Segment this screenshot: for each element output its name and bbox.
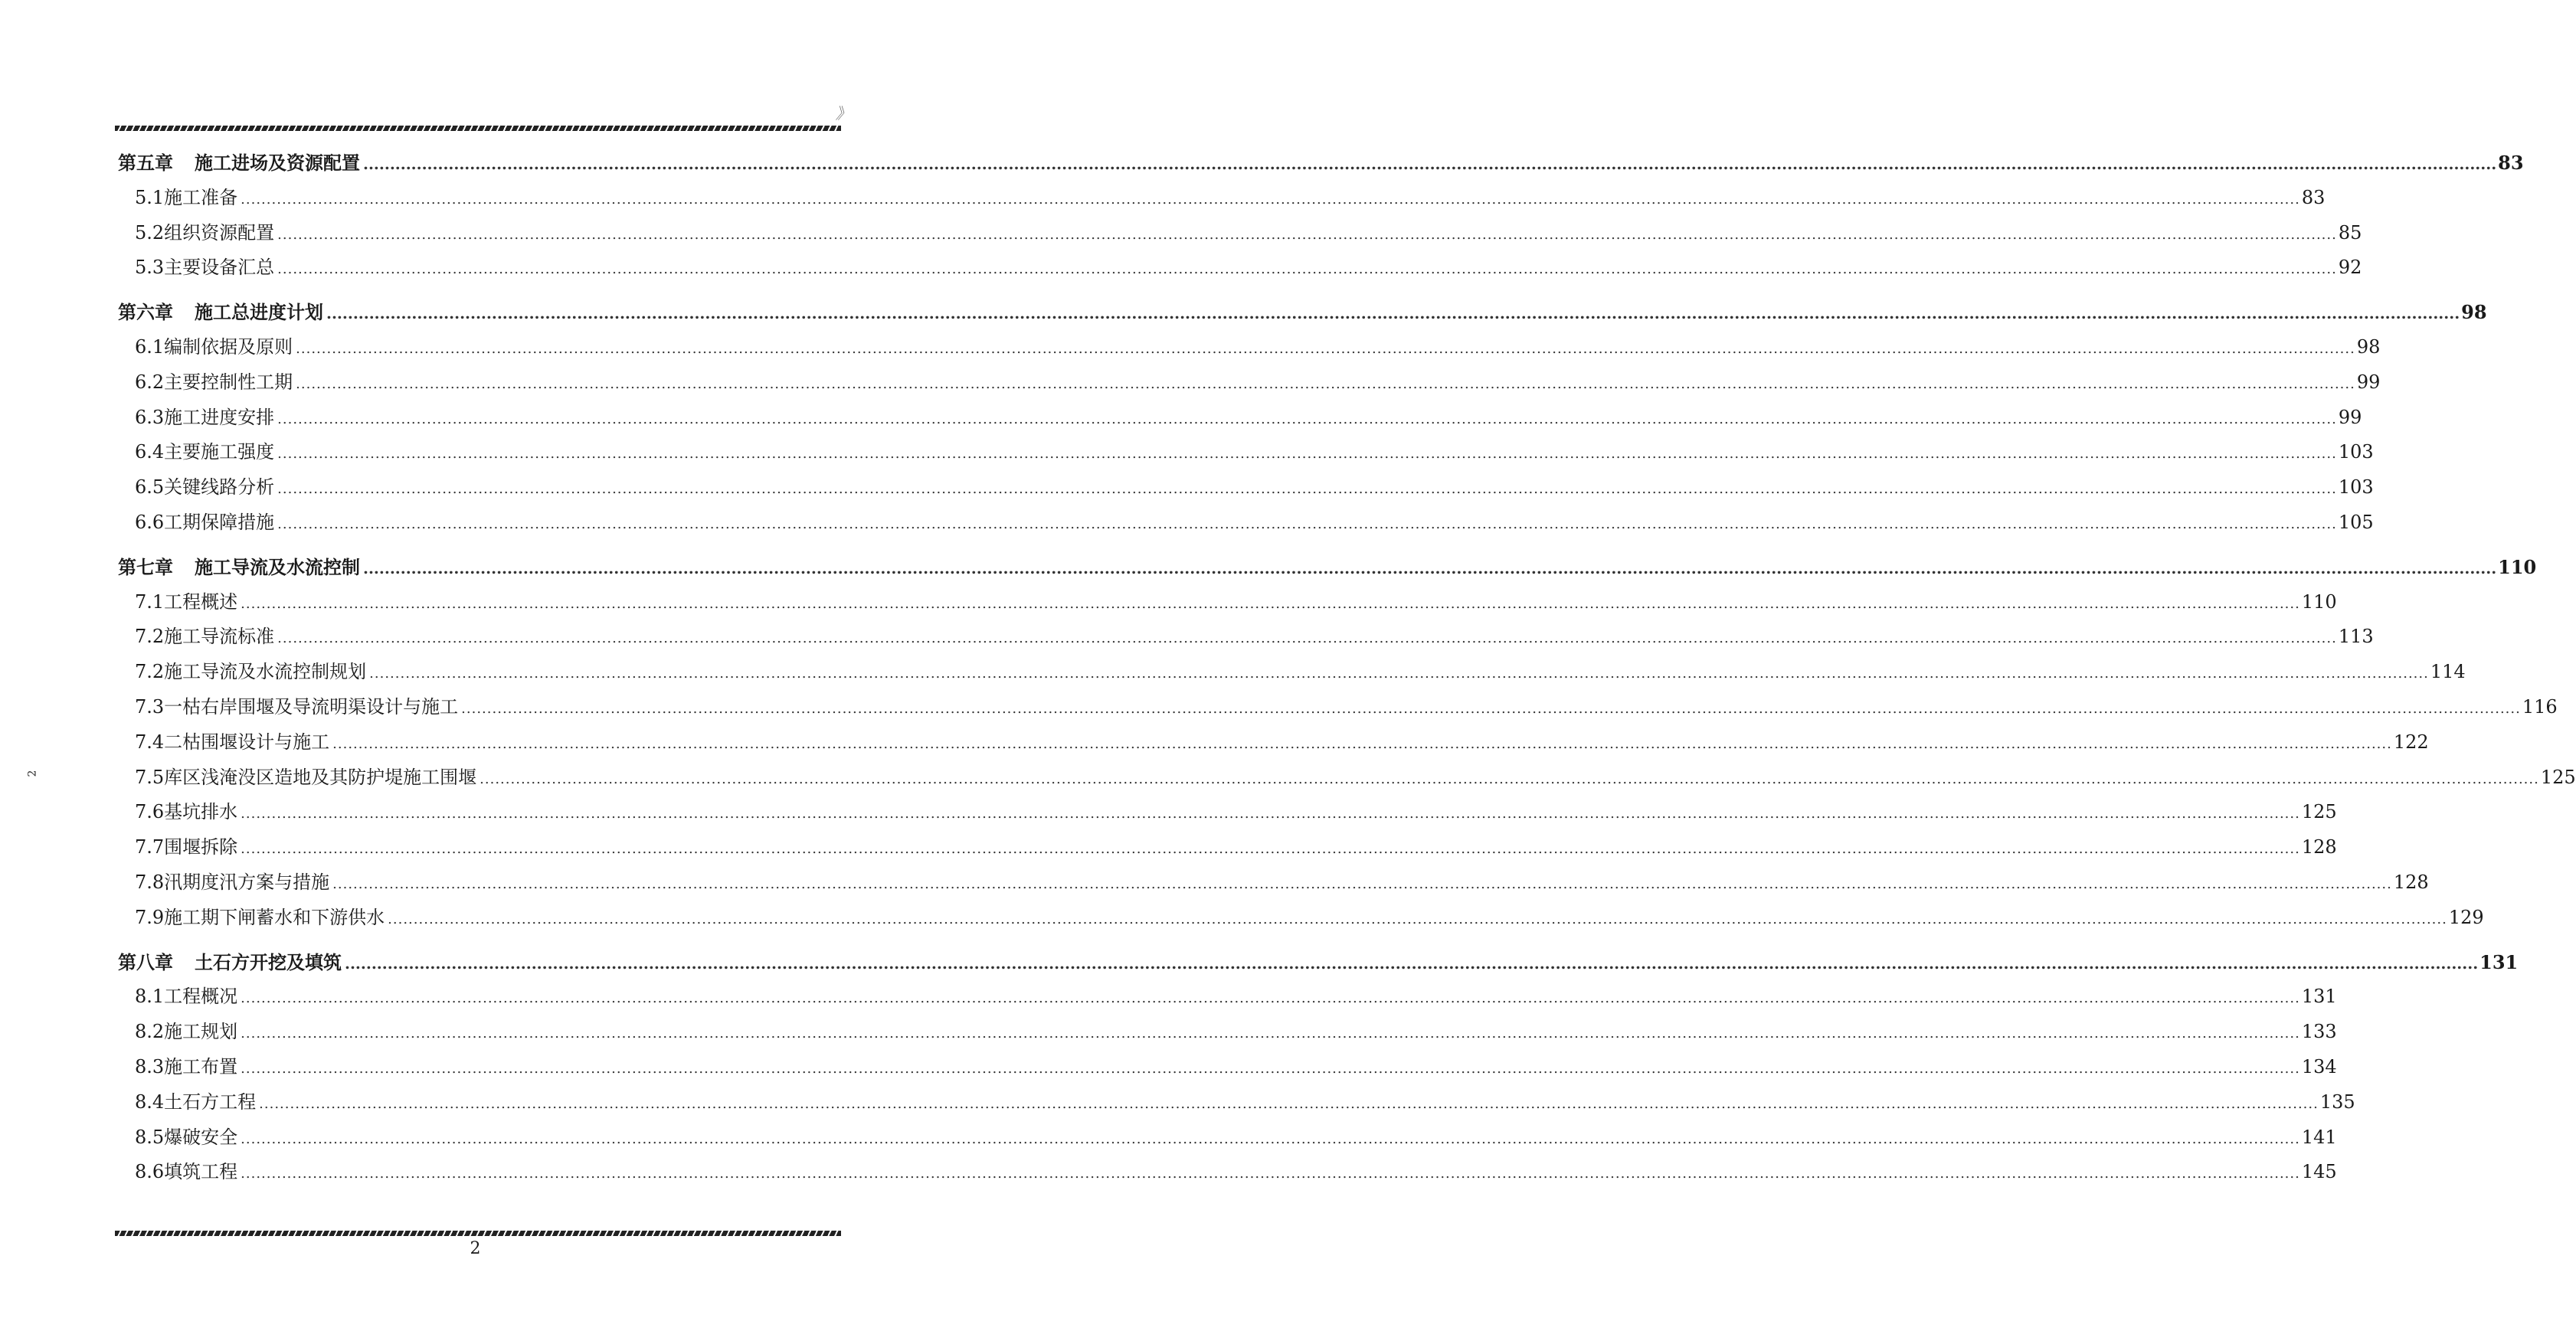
toc-section-entry[interactable]	[118, 1050, 2337, 1085]
entry-page-number: 128	[2393, 871, 2429, 893]
toc-section-entry[interactable]	[118, 901, 2484, 936]
dot-leader: ................................................................................................................................................................................................................................................................................................................................................................................................................	[332, 875, 2392, 892]
entry-title: 围堰拆除	[164, 836, 238, 858]
entry-page-number: 98	[2461, 301, 2487, 324]
entry-title: 施工期下闸蓄水和下游供水	[164, 906, 385, 928]
section-number: 6.6	[135, 511, 165, 533]
section-number: 5.1	[135, 186, 165, 208]
toc-section-entry[interactable]	[118, 1085, 2355, 1120]
entry-page-number: 131	[2479, 950, 2519, 973]
chapter-label: 第五章	[118, 152, 173, 174]
toc-section-entry[interactable]	[118, 470, 2374, 505]
entry-page-number: 110	[2498, 555, 2537, 578]
toc-chapter-entry[interactable]	[118, 146, 2524, 181]
dot-leader: ................................................................................................................................................................................................................................................................................................................................................................................................................	[241, 1060, 2300, 1077]
entry-title: 施工布置	[164, 1055, 238, 1077]
entry-title: 工期保障措施	[164, 511, 275, 533]
toc-section-entry[interactable]	[118, 1015, 2337, 1050]
section-number: 8.1	[135, 986, 165, 1008]
section-number: 7.3	[135, 695, 165, 718]
section-number: 7.1	[135, 590, 165, 613]
entry-title: 施工导流标准	[164, 626, 275, 648]
toc-section-entry[interactable]	[118, 760, 2576, 796]
toc-section-entry[interactable]	[118, 401, 2362, 436]
entry-title: 二枯围堰设计与施工	[164, 731, 330, 753]
section-number: 7.5	[135, 766, 165, 788]
entry-page-number: 98	[2356, 335, 2381, 358]
entry-page-number: 128	[2301, 836, 2337, 858]
section-number: 6.4	[135, 441, 165, 463]
toc-section-entry[interactable]	[118, 505, 2374, 541]
dot-leader: ................................................................................................................................................................................................................................................................................................................................................................................................................	[241, 191, 2300, 208]
chapter-label: 第七章	[118, 555, 173, 578]
entry-title: 工程概况	[164, 986, 238, 1008]
toc-section-entry[interactable]	[118, 1120, 2337, 1156]
dot-leader: ................................................................................................................................................................................................................................................................................................................................................................................................................	[277, 481, 2337, 498]
entry-page-number: 103	[2338, 476, 2374, 499]
section-number: 7.2	[135, 626, 165, 648]
entry-page-number: 133	[2301, 1021, 2337, 1043]
toc-section-entry[interactable]	[118, 620, 2374, 655]
dot-leader: ................................................................................................................................................................................................................................................................................................................................................................................................................	[259, 1095, 2319, 1112]
toc-chapter-entry[interactable]	[118, 945, 2519, 980]
entry-title: 施工导流及水流控制	[195, 555, 360, 578]
section-number: 6.1	[135, 335, 165, 358]
entry-page-number: 113	[2338, 626, 2374, 648]
section-number: 6.2	[135, 371, 165, 393]
entry-page-number: 125	[2540, 766, 2576, 788]
entry-title: 主要施工强度	[164, 441, 275, 463]
entry-title: 组织资源配置	[164, 221, 275, 244]
toc-section-entry[interactable]	[118, 365, 2381, 401]
entry-page-number: 129	[2448, 906, 2484, 928]
entry-title: 主要控制性工期	[164, 371, 293, 393]
entry-page-number: 92	[2338, 257, 2362, 279]
dot-leader: ................................................................................................................................................................................................................................................................................................................................................................................................................	[241, 841, 2300, 858]
section-number: 7.2	[135, 661, 165, 683]
entry-title: 一枯右岸围堰及导流明渠设计与施工	[164, 695, 459, 718]
chapter-label: 第六章	[118, 301, 173, 324]
entry-page-number: 105	[2338, 511, 2374, 533]
dot-leader: ................................................................................................................................................................................................................................................................................................................................................................................................................	[277, 226, 2337, 243]
entry-title: 关键线路分析	[164, 476, 275, 499]
toc-section-entry[interactable]	[118, 216, 2362, 251]
dot-leader: ................................................................................................................................................................................................................................................................................................................................................................................................................	[296, 340, 2355, 357]
entry-title: 土石方开挖及填筑	[195, 950, 342, 973]
entry-title: 工程概述	[164, 590, 238, 613]
entry-title: 编制依据及原则	[164, 335, 293, 358]
table-of-contents	[118, 146, 2576, 1190]
header-rule	[115, 126, 841, 131]
entry-title: 施工总进度计划	[195, 301, 323, 324]
section-number: 7.8	[135, 871, 165, 893]
entry-title: 施工进度安排	[164, 406, 275, 428]
section-number: 5.3	[135, 257, 165, 279]
dot-leader: ................................................................................................................................................................................................................................................................................................................................................................................................................	[241, 806, 2300, 822]
toc-chapter-entry[interactable]	[118, 550, 2537, 585]
entry-page-number: 103	[2338, 441, 2374, 463]
dot-leader: ................................................................................................................................................................................................................................................................................................................................................................................................................	[277, 446, 2337, 463]
entry-page-number: 110	[2301, 590, 2337, 613]
dot-leader: ................................................................................................................................................................................................................................................................................................................................................................................................................	[480, 770, 2539, 787]
dot-leader: ................................................................................................................................................................................................................................................................................................................................................................................................................	[277, 261, 2337, 278]
entry-title: 施工进场及资源配置	[195, 152, 360, 174]
footer-page-number: 2	[470, 1239, 481, 1258]
entry-page-number: 99	[2338, 406, 2362, 428]
dot-leader: ................................................................................................................................................................................................................................................................................................................................................................................................................	[363, 155, 2497, 173]
dot-leader: ................................................................................................................................................................................................................................................................................................................................................................................................................	[332, 735, 2392, 752]
entry-page-number: 83	[2301, 186, 2326, 208]
toc-section-entry[interactable]	[118, 655, 2466, 690]
entry-title: 土石方工程	[164, 1091, 257, 1113]
entry-page-number: 99	[2356, 371, 2381, 393]
dot-leader: ................................................................................................................................................................................................................................................................................................................................................................................................................	[241, 1166, 2300, 1182]
chapter-label: 第八章	[118, 950, 173, 973]
section-number: 8.6	[135, 1161, 165, 1183]
side-page-number: 2	[26, 770, 39, 777]
dot-leader: ................................................................................................................................................................................................................................................................................................................................................................................................................	[461, 700, 2521, 717]
section-number: 8.3	[135, 1055, 165, 1077]
section-number: 7.6	[135, 801, 165, 823]
entry-title: 施工导流及水流控制规划	[164, 661, 367, 683]
toc-chapter-entry[interactable]	[118, 295, 2487, 330]
toc-section-entry[interactable]	[118, 330, 2381, 365]
entry-page-number: 134	[2301, 1055, 2337, 1077]
section-number: 7.9	[135, 906, 165, 928]
entry-page-number: 145	[2301, 1161, 2337, 1183]
entry-title: 汛期度汛方案与措施	[164, 871, 330, 893]
toc-section-entry[interactable]	[118, 795, 2337, 830]
toc-section-entry[interactable]	[118, 585, 2337, 620]
entry-title: 主要设备汇总	[164, 257, 275, 279]
toc-section-entry[interactable]	[118, 830, 2337, 865]
dot-leader: ................................................................................................................................................................................................................................................................................................................................................................................................................	[241, 990, 2300, 1007]
dot-leader: ................................................................................................................................................................................................................................................................................................................................................................................................................	[277, 630, 2337, 647]
section-number: 8.4	[135, 1091, 165, 1113]
toc-section-entry[interactable]	[118, 979, 2337, 1015]
entry-page-number: 114	[2430, 661, 2466, 683]
section-number: 6.3	[135, 406, 165, 428]
entry-page-number: 141	[2301, 1126, 2337, 1148]
section-number: 6.5	[135, 476, 165, 499]
section-number: 8.5	[135, 1126, 165, 1148]
dot-leader: ................................................................................................................................................................................................................................................................................................................................................................................................................	[345, 953, 2479, 973]
dot-leader: ................................................................................................................................................................................................................................................................................................................................................................................................................	[277, 515, 2337, 532]
dot-leader: ................................................................................................................................................................................................................................................................................................................................................................................................................	[241, 1025, 2300, 1042]
entry-title: 施工准备	[164, 186, 238, 208]
entry-page-number: 85	[2338, 221, 2362, 244]
dot-leader: ................................................................................................................................................................................................................................................................................................................................................................................................................	[296, 375, 2355, 392]
section-number: 7.4	[135, 731, 165, 753]
toc-section-entry[interactable]	[118, 181, 2326, 216]
toc-section-entry[interactable]	[118, 250, 2362, 286]
toc-section-entry[interactable]	[118, 690, 2558, 725]
entry-title: 基坑排水	[164, 801, 238, 823]
dot-leader: ................................................................................................................................................................................................................................................................................................................................................................................................................	[326, 304, 2460, 323]
entry-title: 填筑工程	[164, 1161, 238, 1183]
entry-title: 施工规划	[164, 1021, 238, 1043]
dot-leader: ................................................................................................................................................................................................................................................................................................................................................................................................................	[363, 558, 2497, 577]
entry-page-number: 135	[2319, 1091, 2355, 1113]
dot-leader: ................................................................................................................................................................................................................................................................................................................................................................................................................	[241, 1130, 2300, 1147]
header-mark: 》	[834, 104, 855, 123]
section-number: 8.2	[135, 1021, 165, 1043]
entry-page-number: 122	[2393, 731, 2429, 753]
entry-page-number: 131	[2301, 986, 2337, 1008]
footer-rule	[115, 1231, 841, 1236]
dot-leader: ................................................................................................................................................................................................................................................................................................................................................................................................................	[277, 410, 2337, 427]
dot-leader: ................................................................................................................................................................................................................................................................................................................................................................................................................	[388, 911, 2447, 927]
toc-section-entry[interactable]	[118, 1155, 2337, 1190]
toc-section-entry[interactable]	[118, 865, 2429, 901]
section-number: 5.2	[135, 221, 165, 244]
toc-section-entry[interactable]	[118, 435, 2374, 470]
entry-page-number: 83	[2498, 152, 2524, 174]
dot-leader: ................................................................................................................................................................................................................................................................................................................................................................................................................	[241, 595, 2300, 612]
entry-title: 库区浅淹没区造地及其防护堤施工围堰	[164, 766, 477, 788]
entry-page-number: 125	[2301, 801, 2337, 823]
toc-section-entry[interactable]	[118, 725, 2429, 760]
dot-leader: ................................................................................................................................................................................................................................................................................................................................................................................................................	[369, 665, 2429, 682]
entry-title: 爆破安全	[164, 1126, 238, 1148]
section-number: 7.7	[135, 836, 165, 858]
entry-page-number: 116	[2522, 695, 2558, 718]
